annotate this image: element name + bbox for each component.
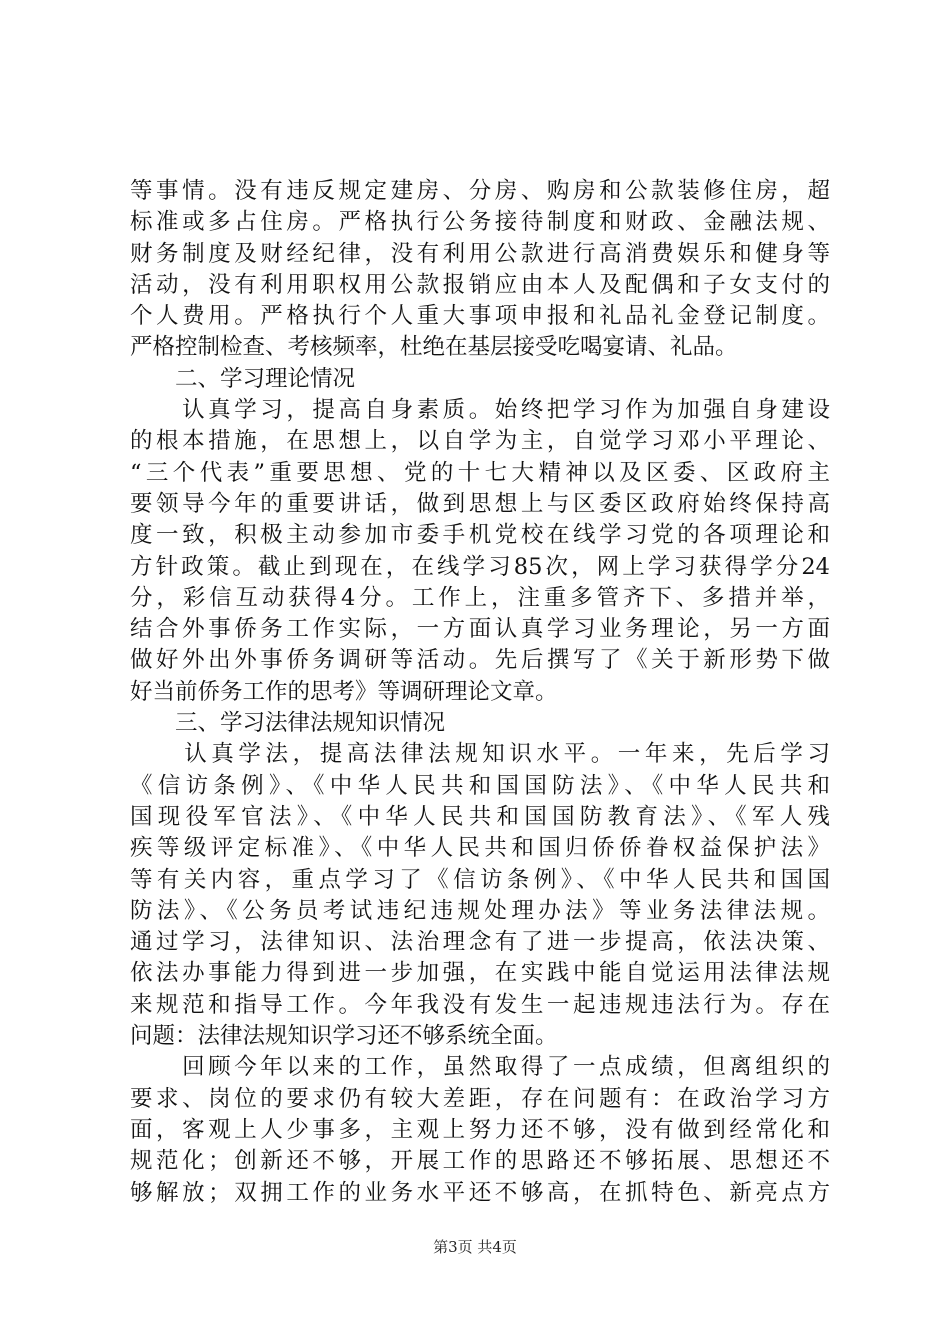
text-line: 来规范和指导工作。今年我没有发生一起违规违法行为。存在 [130,991,830,1018]
text-line: 严格控制检查、考核频率，杜绝在基层接受吃喝宴请、礼品。 [130,334,738,361]
text-line: 够解放；双拥工作的业务水平还不够高，在抓特色、新亮点方 [130,1179,830,1206]
text-line: 规范化；创新还不够，开展工作的思路还不够拓展、思想还不 [130,1148,830,1175]
section-heading: 二、学习理论情况 [130,365,356,392]
text-line: 问题：法律法规知识学习还不够系统全面。 [130,1023,558,1050]
text-line: 要求、岗位的要求仍有较大差距，存在问题有：在政治学习方 [130,1085,830,1112]
text-line: 的根本措施，在思想上，以自学为主，自觉学习邓小平理论、 [130,428,830,455]
text-line: 要领导今年的重要讲话，做到思想上与区委区政府始终保持高 [130,490,830,517]
text-line: 依法办事能力得到进一步加强，在实践中能自觉运用法律法规 [130,960,830,987]
text-line: 回顾今年以来的工作，虽然取得了一点成绩，但离组织的 [130,1054,830,1081]
text-line: 通过学习，法律知识、法治理念有了进一步提高，依法决策、 [130,929,830,956]
text-line: 等有关内容，重点学习了《信访条例》、《中华人民共和国国 [130,866,830,893]
text-line: 等事情。没有违反规定建房、分房、购房和公款装修住房，超 [130,178,830,204]
text-line: 财务制度及财经纪律，没有利用公款进行高消费娱乐和健身等 [130,240,830,267]
text-line: 防法》、《公务员考试违纪违规处理办法》等业务法律法规。 [130,897,830,924]
page-number-footer: 第3页 共4页 [433,1238,517,1256]
text-line: 标准或多占住房。严格执行公务接待制度和财政、金融法规、 [130,209,830,236]
text-line: 《信访条例》、《中华人民共和国国防法》、《中华人民共和 [130,772,830,799]
text-line: 疾等级评定标准》、《中华人民共和国归侨侨眷权益保护法》 [130,835,830,862]
text-line: 分，彩信互动获得4分。工作上，注重多管齐下、多措并举， [130,584,830,611]
text-line: 方针政策。截止到现在，在线学习85次，网上学习获得学分24 [130,553,830,580]
text-line: 认真学习，提高自身素质。始终把学习作为加强自身建设 [130,397,830,424]
text-line: 认真学法，提高法律法规知识水平。一年来，先后学习 [130,741,830,768]
text-line: 做好外出外事侨务调研等活动。先后撰写了《关于新形势下做 [130,647,830,674]
document-body [130,176,830,1209]
text-line: “三个代表”重要思想、党的十七大精神以及区委、区政府主 [130,459,830,486]
text-line: 度一致，积极主动参加市委手机党校在线学习党的各项理论和 [130,522,830,549]
text-line: 结合外事侨务工作实际，一方面认真学习业务理论，另一方面 [130,616,830,643]
section-heading: 三、学习法律法规知识情况 [130,710,446,737]
text-line: 好当前侨务工作的思考》等调研理论文章。 [130,678,558,705]
text-line: 个人费用。严格执行个人重大事项申报和礼品礼金登记制度。 [130,303,830,330]
text-line: 面，客观上人少事多，主观上努力还不够，没有做到经常化和 [130,1116,830,1143]
text-line: 活动，没有利用职权用公款报销应由本人及配偶和子女支付的 [130,271,830,298]
text-line: 国现役军官法》、《中华人民共和国国防教育法》、《军人残 [130,803,830,830]
